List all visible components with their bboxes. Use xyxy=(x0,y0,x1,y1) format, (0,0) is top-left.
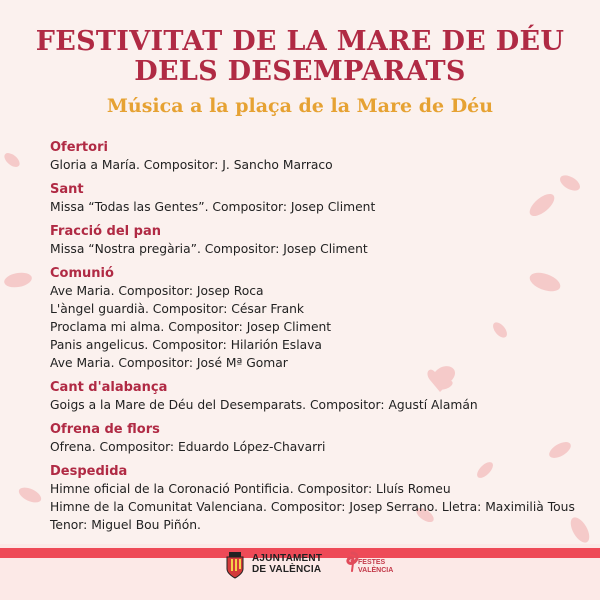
section-heading: Cant d'alabança xyxy=(50,380,168,395)
ajuntament-crest-icon xyxy=(222,551,248,579)
section-item: Himne de la Comunitat Valenciana. Compositor: Josep Serrano. Lletra: Maximilià Tous xyxy=(50,500,575,514)
section-item: Proclama mi alma. Compositor: Josep Climent xyxy=(50,320,332,334)
section-item: Gloria a María. Compositor: J. Sancho Marraco xyxy=(50,158,333,172)
section-item: Missa “Todas las Gentes”. Compositor: Josep Climent xyxy=(50,200,376,214)
program-list xyxy=(50,140,595,542)
festes-line2: VALÈNCIA xyxy=(358,567,394,574)
section-item: Panis angelicus. Compositor: Hilarión Eslava xyxy=(50,338,322,352)
festes-line1: FESTES xyxy=(358,559,386,566)
section-ofrena xyxy=(50,422,595,456)
section-heading: Ofertori xyxy=(50,140,108,155)
section-comunio xyxy=(50,266,595,372)
section-item: Tenor: Miguel Bou Piñón. xyxy=(50,518,201,532)
section-item: Ofrena. Compositor: Eduardo López-Chavarri xyxy=(50,440,326,454)
section-item: Missa “Nostra pregària”. Compositor: Josep Climent xyxy=(50,242,368,256)
section-item: Goigs a la Mare de Déu del Desemparats. Compositor: Agustí Alamán xyxy=(50,398,478,412)
section-despedida xyxy=(50,464,595,534)
section-heading: Fracció del pan xyxy=(50,224,161,239)
page-title-line1: FESTIVITAT DE LA MARE DE DÉU xyxy=(35,26,565,57)
section-heading: Ofrena de flors xyxy=(50,422,160,437)
ajuntament-logo xyxy=(222,551,332,579)
section-item: Himne oficial de la Coronació Pontificia. Compositor: Lluís Romeu xyxy=(50,482,451,496)
page-subtitle: Música a la plaça de la Mare de Déu xyxy=(106,95,494,117)
section-heading: Comunió xyxy=(50,266,114,281)
festes-logo xyxy=(344,551,394,579)
section-item: Ave Maria. Compositor: Josep Roca xyxy=(50,284,264,298)
page-title-line2: DELS DESEMPARATS xyxy=(134,56,466,87)
section-cant-alabanca xyxy=(50,380,595,414)
ajuntament-line2: DE VALÈNCIA xyxy=(252,564,322,575)
ajuntament-line1: AJUNTAMENT xyxy=(252,553,323,564)
section-item: Ave Maria. Compositor: José Mª Gomar xyxy=(50,356,288,370)
section-item: L'àngel guardià. Compositor: César Frank xyxy=(50,302,305,316)
section-sant xyxy=(50,182,595,216)
section-heading: Despedida xyxy=(50,464,128,479)
section-heading: Sant xyxy=(50,182,84,197)
section-ofertori xyxy=(50,140,595,174)
section-fraccio xyxy=(50,224,595,258)
